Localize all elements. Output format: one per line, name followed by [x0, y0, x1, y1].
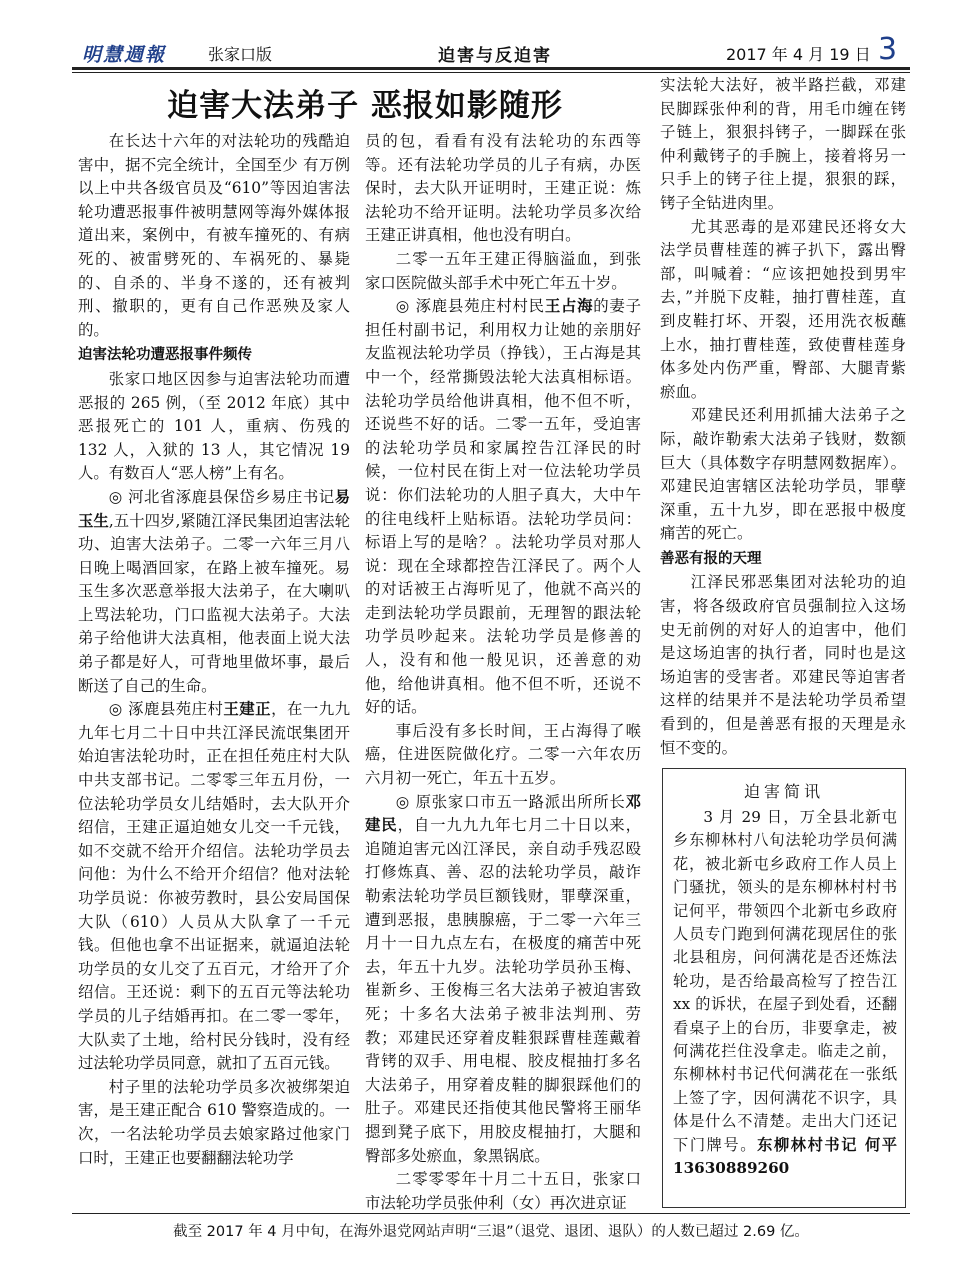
- article-column-1: [78, 130, 350, 1170]
- article-column-2: [365, 130, 641, 1215]
- paragraph: 村子里的法轮功学员多次被绑架迫害，是王建正配合 610 警察造成的。一次，一名法轮功学员去娘家路过他家门口时，王建正也要翻翻法轮功学: [78, 1077, 350, 1167]
- article-column-3: [660, 74, 906, 760]
- subheading: 迫害法轮功遭恶报事件频传: [78, 347, 252, 364]
- page-number: 3: [878, 32, 898, 67]
- paragraph: 尤其恶毒的是邓建民还将女大法学员曹桂莲的裤子扒下，露出臀部，叫喊着：“应该把她投到男牢去，”并脱下皮鞋，抽打曹桂莲，直到皮鞋打坏、开裂，还用洗衣板蘸上水，抽打曹桂莲，致使曹桂莲身体多处内伤严重，臀部、大腿青紫瘀血。: [660, 217, 906, 401]
- subheading: 善恶有报的天理: [660, 550, 762, 567]
- paragraph-text: 的妻子担任村副书记，利用权力让她的亲朋好友监视法轮功学员（挣钱），王占海是其中一个，经常撕毁法轮大法真相标语。法轮功学员给他讲真相，他不但不听，还说些不好的话。二零一五年，受迫害的法轮功学员和家属控告江泽民的时候，一位村民在街上对一位法轮功学员说：你们法轮功的人胆子真大，大中午的往电线杆上贴标语。法轮功学员问：标语上写的是啥？。法轮功学员对那人说：现在全球都控告江泽民了。两个人的对话被王占海听见了，他就不高兴的走到法轮功学员跟前，无理智的跟法轮功学员吵起来。法轮功学员是修善的人，没有和他一般见识，还善意的劝他，给他讲真相。他不但不听，还说不好的话。: [365, 297, 641, 717]
- paragraph: 员的包，看看有没有法轮功的东西等等。还有法轮功学员的儿子有病，办医保时，去大队开证明时，王建正说：炼法轮功不给开证明。法轮功学员多次给王建正讲真相，他也没有明白。: [365, 132, 641, 245]
- footer-notice: 截至 2017 年 4 月中旬，在海外退党网站声明“三退”（退党、退团、退队）的人数已超过 2.69 亿。: [173, 1224, 809, 1240]
- paragraph-lead: ◎ 涿鹿县苑庄村: [108, 700, 224, 719]
- paragraph: 江泽民邪恶集团对法轮功的迫害，将各级政府官员强制拉入这场史无前例的对好人的迫害中，他们是这场迫害的执行者，同时也是这场迫害的受害者。邓建民等迫害者这样的结果并不是法轮功学员希望看到的，但是善恶有报的天理是永恒不变的。: [660, 573, 906, 757]
- news-brief-box: [662, 768, 906, 1208]
- paragraph: [365, 295, 641, 720]
- brief-text: 3 月 29 日，万全县北新屯乡东柳林村八旬法轮功学员何满花，被北新屯乡政府工作人员上门骚扰，领头的是东柳林村村书记何平，带领四个北新屯乡政府人员专门跑到何满花现居住的张北县租房，问何满花是否还炼法轮功，是否给最高检写了控告江 xx 的诉状，在屋子到处看，还翻看桌子上的台历，非要拿走，被何满花拦住没拿走。临走之前，东柳林村书记代何满花在一张纸上签了字，因何满花不识字，具体是什么不清楚。走出大门还记下门牌号。: [673, 808, 897, 1154]
- paragraph: 二零一五年王建正得脑溢血，到张家口医院做头部手术中死亡年五十岁。: [365, 249, 641, 292]
- paragraph: 邓建民还利用抓捕大法弟子之际，敲诈勒索大法弟子钱财，数额巨大（具体数字存明慧网数据库）。邓建民迫害辖区法轮功学员，罪孽深重，五十九岁，即在恶报中极度痛苦的死亡。: [660, 406, 906, 543]
- paragraph: 事后没有多长时间，王占海得了喉癌，住进医院做化疗。二零一六年农历六月初一死亡，年五十五岁。: [365, 721, 641, 788]
- page-header: [78, 32, 904, 66]
- masthead: 明慧週報: [82, 44, 167, 66]
- footer-rule: [72, 1213, 910, 1214]
- paragraph-lead: ◎ 涿鹿县苑庄村村民: [395, 297, 545, 316]
- paragraph-lead: ◎ 河北省涿鹿县保岱乡易庄书记: [108, 487, 335, 506]
- brief-body: [673, 806, 897, 1181]
- paragraph-lead: ◎ 原张家口市五一路派出所所长: [395, 792, 626, 811]
- paragraph: [365, 791, 641, 1169]
- person-name: 邓建民: [365, 792, 641, 835]
- edition-label: 张家口版: [208, 45, 273, 64]
- paragraph: [78, 698, 350, 1076]
- article-headline: 迫害大法弟子 恶报如影随形: [167, 88, 563, 124]
- paragraph: 实法轮大法好，被半路拦截，邓建民脚踩张仲利的背，用毛巾缠在铐子链上，狠狠抖铐子，一脚踩在张仲利戴铐子的手腕上，接着将另一只手上的铐子往上提，狠狠的踩，铐子全钻进肉里。: [660, 76, 906, 212]
- paragraph-text: ，自一九九九年七月二十日以来，追随迫害元凶江泽民，亲自动手残忍殴打修炼真、善、忍的法轮功学员，敲诈勒索法轮功学员巨额钱财，罪孽深重，遭到恶报，患胰腺癌，于二零一六年三月十一日九点左右，在极度的痛苦中死去，年五十九岁。法轮功学员孙玉梅、崔新乡、王俊梅三名大法弟子被迫害致死；十多名大法弟子被非法判刑、劳教；邓建民还穿着皮鞋狠踩曹桂莲戴着背铐的双手、用电棍、胶皮棍抽打多名大法弟子，用穿着皮鞋的脚狠踩他们的肚子。邓建民还指使其他民警将王丽华摁到凳子底下，用胶皮棍抽打，大腿和臀部多处瘀血，象黑锅底。: [365, 816, 641, 1165]
- brief-paragraph: [673, 806, 897, 1181]
- paragraph: [78, 486, 350, 698]
- person-name: 王占海: [544, 297, 594, 316]
- header-rule: [72, 67, 910, 70]
- brief-title: 迫害简讯: [743, 782, 824, 801]
- paragraph-text: ,五十四岁,紧随江泽民集团迫害法轮功、迫害大法弟子。二零一六年三月八日晚上喝酒回家，在路上被车撞死。易玉生多次恶意举报大法弟子，在大喇叭上骂法轮功，门口监视大法弟子。大法弟子给他讲大法真相，他表面上说大法弟子都是好人，可背地里做坏事，最后断送了自己的生命。: [78, 511, 350, 695]
- paragraph: 张家口地区因参与迫害法轮功而遭恶报的 265 例，（至 2012 年底）其中恶报死亡的 101 人，重病、伤残的 132 人，入狱的 13 人，其它情况 19 人。有数百人“恶人榜”上有名。: [78, 369, 350, 483]
- header-rule-thin: [72, 72, 910, 73]
- person-name: 易玉生: [78, 487, 350, 530]
- paragraph: 二零零零年十月二十五日，张家口市法轮功学员张仲利（女）再次进京证: [365, 1170, 641, 1212]
- paragraph-text: ，在一九九九年七月二十日中共江泽民流氓集团开始迫害法轮功时，正在担任苑庄村大队中共支部书记。二零零三年五月份，一位法轮功学员女儿结婚时，去大队开介绍信，王建正逼迫她女儿交一千元钱，如不交就不给开介绍信。法轮功学员去问他：为什么不给开介绍信？他对法轮功学员说：你被劳教时，县公安局国保大队（610）人员从大队拿了一千元钱。但他也拿不出证据来，就逼迫法轮功学员的女儿交了五百元，才给开了介绍信。王还说：剩下的五百元等法轮功学员的儿子结婚再扣。在二零一零年，大队卖了土地，给村民分钱时，没有经过法轮功学员同意，就扣了五百元钱。: [78, 700, 350, 1073]
- section-title: 迫害与反迫害: [438, 46, 552, 66]
- brief-contact: 东柳林村书记 何平 13630889260: [673, 1135, 897, 1178]
- paragraph: 在长达十六年的对法轮功的残酷迫害中，据不完全统计，全国至少 有万例以上中共各级官员及“610”等因迫害法轮功遭恶报事件被明慧网等海外媒体报道出来，案例中，有被车撞死的、有病死的、被雷劈死的、车祸死的、暴毙的、自杀的、半身不遂的，还有被判刑、撤职的，更有自己作恶殃及家人的。: [78, 132, 350, 339]
- person-name: 王建正: [223, 700, 272, 719]
- issue-date: 2017 年 4 月 19 日: [726, 45, 871, 64]
